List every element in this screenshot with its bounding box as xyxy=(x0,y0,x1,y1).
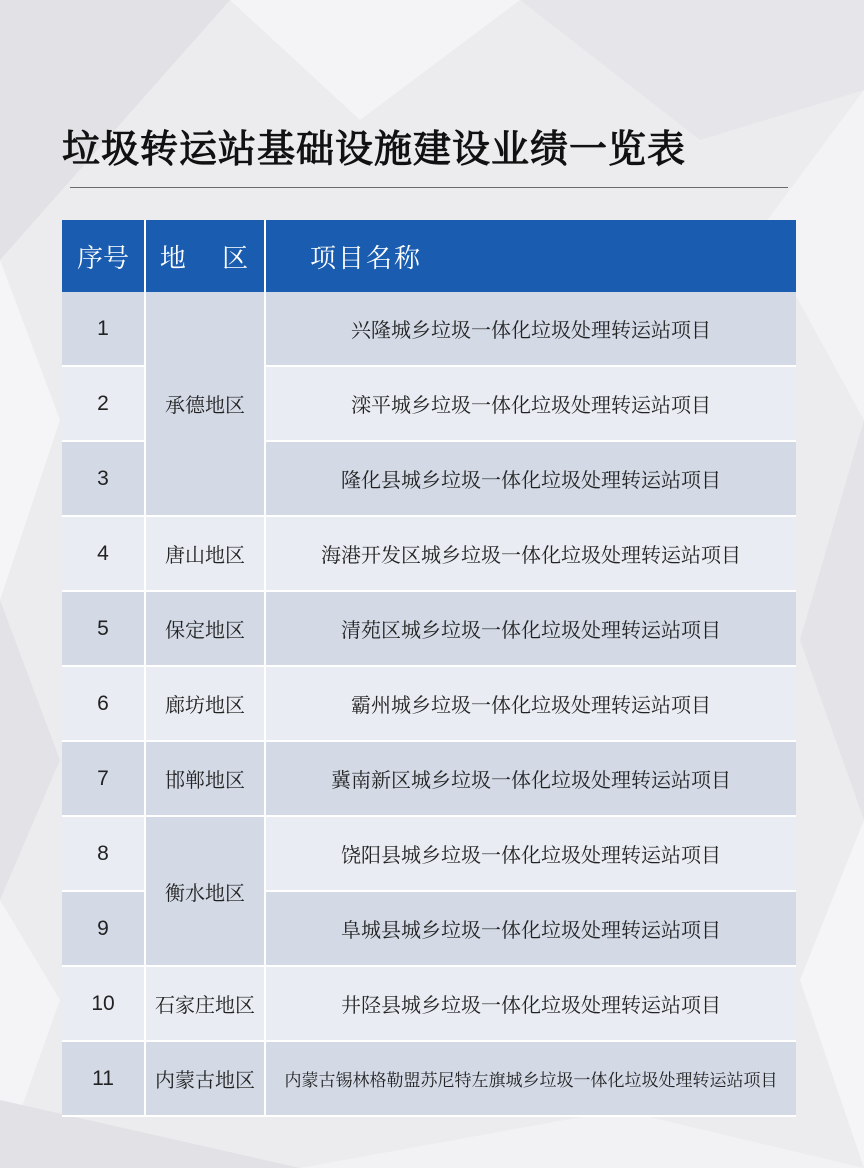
projects-table xyxy=(62,220,796,1117)
page-title: 垃圾转运站基础设施建设业绩一览表 xyxy=(62,127,687,171)
row-number: 11 xyxy=(62,1041,145,1116)
project-name: 内蒙古锡林格勒盟苏尼特左旗城乡垃圾一体化垃圾处理转运站项目 xyxy=(265,1041,796,1116)
title-divider xyxy=(70,187,788,188)
region-cell: 唐山地区 xyxy=(145,516,265,591)
project-name: 滦平城乡垃圾一体化垃圾处理转运站项目 xyxy=(265,366,796,441)
project-name: 霸州城乡垃圾一体化垃圾处理转运站项目 xyxy=(265,666,796,741)
project-name: 兴隆城乡垃圾一体化垃圾处理转运站项目 xyxy=(265,292,796,366)
region-cell: 承德地区 xyxy=(145,292,265,516)
table-row xyxy=(62,966,796,1041)
region-cell: 衡水地区 xyxy=(145,816,265,966)
table-row xyxy=(62,816,796,891)
header-name: 项目名称 xyxy=(265,220,796,292)
table-row xyxy=(62,292,796,366)
header-no: 序号 xyxy=(62,220,145,292)
table-row xyxy=(62,1041,796,1116)
row-number: 3 xyxy=(62,441,145,516)
row-number: 6 xyxy=(62,666,145,741)
region-cell: 石家庄地区 xyxy=(145,966,265,1041)
row-number: 5 xyxy=(62,591,145,666)
project-name: 隆化县城乡垃圾一体化垃圾处理转运站项目 xyxy=(265,441,796,516)
row-number: 7 xyxy=(62,741,145,816)
project-name: 冀南新区城乡垃圾一体化垃圾处理转运站项目 xyxy=(265,741,796,816)
region-cell: 保定地区 xyxy=(145,591,265,666)
header-region: 地 区 xyxy=(145,220,265,292)
row-number: 9 xyxy=(62,891,145,966)
table-row xyxy=(62,741,796,816)
row-number: 1 xyxy=(62,292,145,366)
row-number: 10 xyxy=(62,966,145,1041)
project-name: 饶阳县城乡垃圾一体化垃圾处理转运站项目 xyxy=(265,816,796,891)
table-row xyxy=(62,516,796,591)
region-cell: 廊坊地区 xyxy=(145,666,265,741)
table-header-row xyxy=(62,220,796,292)
project-name: 阜城县城乡垃圾一体化垃圾处理转运站项目 xyxy=(265,891,796,966)
row-number: 2 xyxy=(62,366,145,441)
region-cell: 邯郸地区 xyxy=(145,741,265,816)
project-name: 海港开发区城乡垃圾一体化垃圾处理转运站项目 xyxy=(265,516,796,591)
table-row xyxy=(62,666,796,741)
row-number: 8 xyxy=(62,816,145,891)
project-name: 井陉县城乡垃圾一体化垃圾处理转运站项目 xyxy=(265,966,796,1041)
region-cell: 内蒙古地区 xyxy=(145,1041,265,1116)
table-row xyxy=(62,591,796,666)
row-number: 4 xyxy=(62,516,145,591)
project-name: 清苑区城乡垃圾一体化垃圾处理转运站项目 xyxy=(265,591,796,666)
